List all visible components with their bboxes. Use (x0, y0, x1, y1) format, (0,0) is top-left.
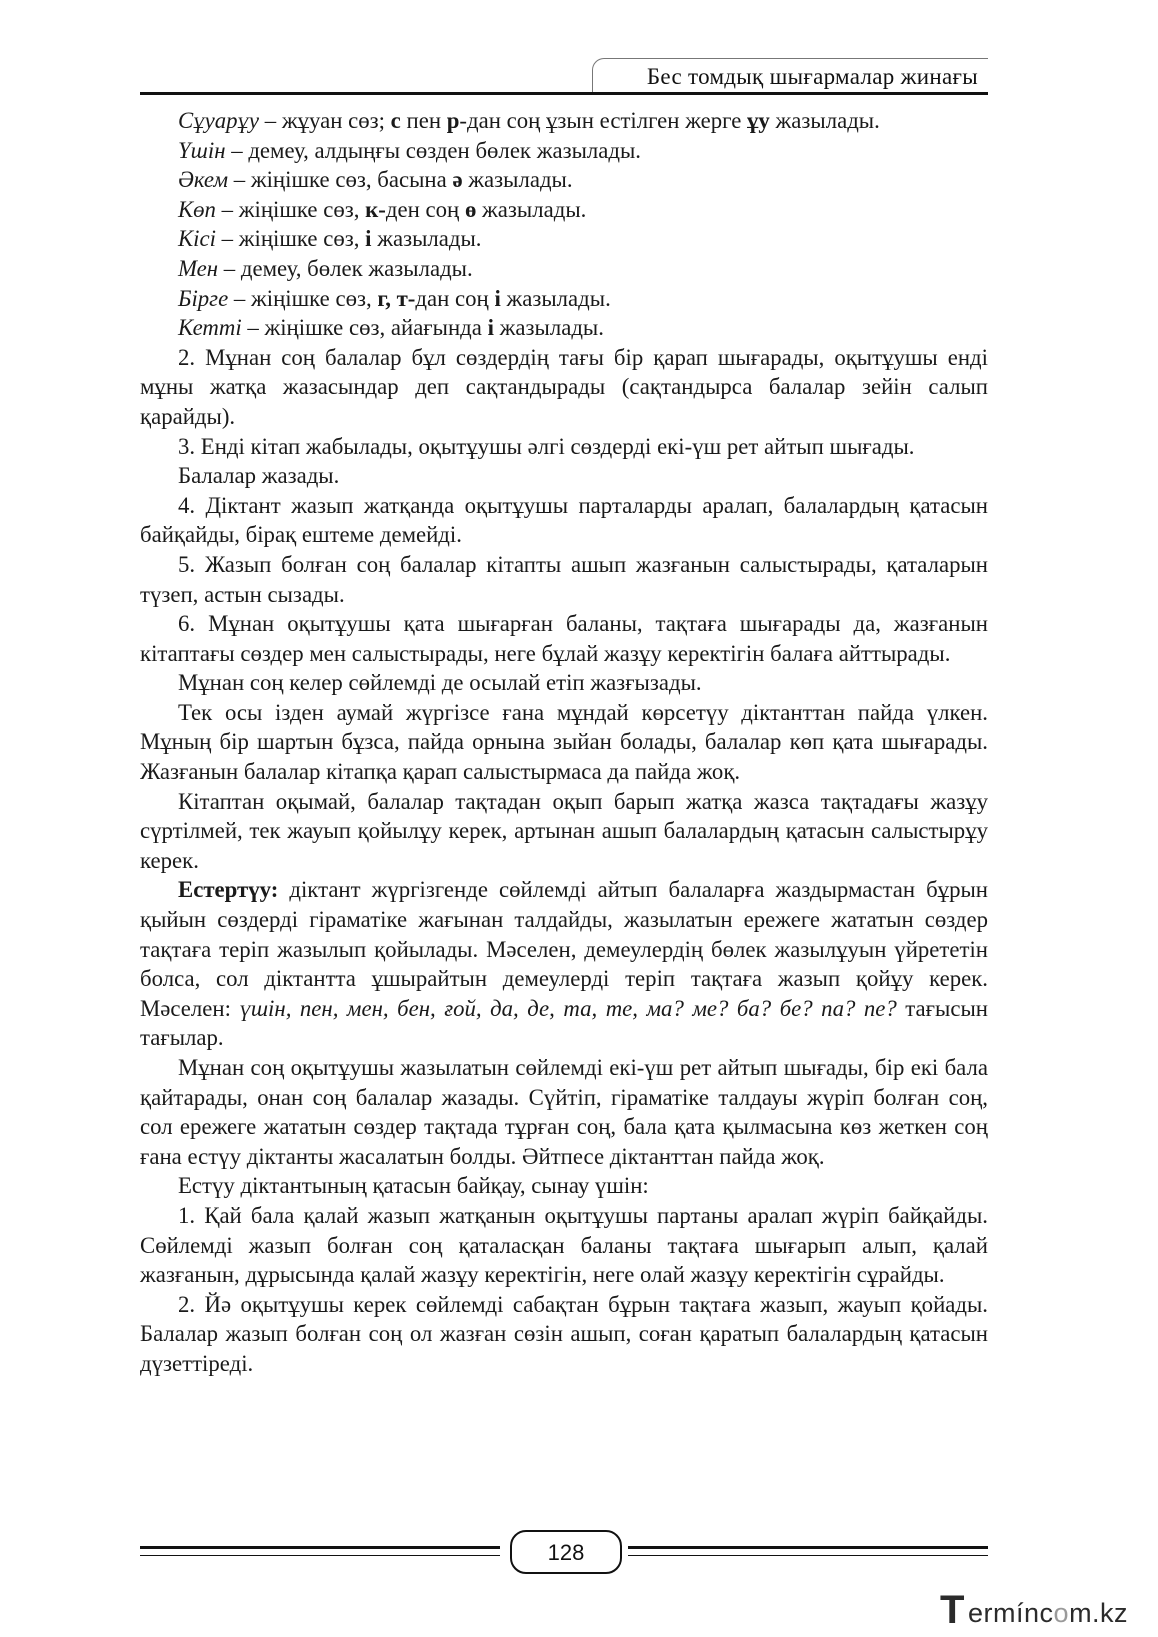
paragraph: 1. Қай бала қалай жазып жатқанын оқытұушы партаны аралап жүріп байқайды. Сөйлемді жазып болған соң қаталасқан баланы тақтаға шығарып алып, қалай жазғанын, дұрысында қалай жазұу керектігін, неге олай жазұу керектігін сұрайды. (140, 1202, 988, 1288)
page-body (140, 106, 988, 1379)
word-entry-4: Көп – жіңішке сөз, к-ден соң ө жазылады. (178, 196, 587, 222)
paragraph: Мұнан соң оқытұушы жазылатын сөйлемді екі-үш рет айтып шығады, бір екі бала қайтарады, онан соң балалар жазады. Сүйтіп, гіраматіке талдауы жүріп болған соң, сол ережеге жататын сөздер тақтада тұрған соң, бала қата қылмасына көз жеткен соң ғана естүу діктанты жасалатын болды. Әйтпесе діктанттан пайда жоқ. (140, 1055, 988, 1169)
word-entry-3: Әкем – жіңішке сөз, басына ә жазылады. (178, 167, 573, 193)
paragraph: 2. Мұнан соң балалар бұл сөздердің тағы бір қарап шығарады, оқытұушы енді мұны жатқа жазасындар деп сақтандырады (сақтандырса балалар зейін салып қарайды). (140, 344, 988, 429)
note-paragraph: Естертүу: діктант жүргізгенде сөйлемді айтып балаларға жаздырмастан бұрын қыйын сөздерді гіраматіке жағынан талдайды, жазылатын ережеге жататын сөздер тақтаға теріп жазылып қойылады. Мәселен, демеулердің бөлек жазылұуын үйрететін болса, сол діктантта ұшырайтын демеулерді теріп тақтаға жазып қойұу керек. Мәселен: үшін, пен, мен, бен, ғой, да, де, та, те, ма? ме? ба? бе? па? пе? тағысын тағылар. (140, 877, 988, 1051)
page-number: 128 (547, 1540, 585, 1565)
word-entry-1: Сұуарұу – жұуан сөз; с пен р-дан соң ұзын естілген жерге ұу жазылады. (178, 108, 880, 133)
paragraph: 3. Енді кітап жабылады, оқытұушы әлгі сөздерді екі-үш рет айтып шығады. (178, 433, 915, 459)
word-entry-2: Үшін – демеу, алдыңғы сөзден бөлек жазылады. (178, 137, 642, 163)
paragraph: Балалар жазады. (178, 463, 340, 489)
paragraph: Мұнан соң келер сөйлемді де осылай етіп жазғызады. (178, 670, 702, 696)
page-number-frame (510, 1530, 622, 1574)
paragraph: 6. Мұнан оқытұушы қата шығарған баланы, тақтаға шығарады да, жазғанын кітаптағы сөздер мен салыстырады, неге бұлай жазұу керектігін балаға айттырады. (140, 611, 988, 666)
word-entry-7: Бірге – жіңішке сөз, г, т-дан соң і жазылады. (178, 285, 611, 311)
paragraph: Кітаптан оқымай, балалар тақтадан оқып барып жатқа жазса тақтадағы жазұу сүртілмей, тек жауып қойылұу керек, артынан ашып балалардың қатасын салыстырұу керек. (140, 788, 988, 873)
watermark-text: ermíncom.kz (968, 1598, 1129, 1628)
paragraph: 5. Жазып болған соң балалар кітапты ашып жазғанын салыстырады, қаталарын түзеп, астын сызады. (140, 551, 988, 607)
header-rule (140, 92, 988, 95)
site-watermark (940, 1588, 1150, 1632)
book-title: Бес томдық шығармалар жинағы (646, 64, 978, 89)
word-entry-5: Кісі – жіңішке сөз, і жазылады. (178, 226, 482, 252)
particle-list: үшін, пен, мен, бен, ғой, да, де, та, те, ма? ме? ба? бе? па? пе? (239, 995, 897, 1021)
footer-rule-left (140, 1546, 500, 1556)
page-footer (140, 1520, 988, 1580)
running-header (140, 52, 988, 96)
paragraph: 4. Діктант жазып жатқанда оқытұушы парталарды аралап, балалардың қатасын байқайды, бірақ ештеме демейді. (140, 492, 988, 548)
note-label: Естертүу: (178, 877, 279, 903)
paragraph: Естүу діктантының қатасын байқау, сынау үшін: (178, 1173, 649, 1199)
paragraph: Тек осы ізден аумай жүргізсе ғана мұндай көрсетүу діктанттан пайда үлкен. Мұның бір шартын бұзса, пайда орнына зыйан болады, балалар көп қата шығарады. Жазғанын балалар кітапқа қарап салыстырмаса да пайда жоқ. (140, 699, 988, 785)
watermark-initial: T (940, 1588, 965, 1632)
word-entry-6: Мен – демеу, бөлек жазылады. (178, 255, 473, 281)
footer-rule-right (628, 1546, 988, 1556)
word-entry-8: Кетті – жіңішке сөз, айағында і жазылады. (178, 315, 604, 341)
paragraph: 2. Йә оқытұушы керек сөйлемді сабақтан бұрын тақтаға жазып, жауып қойады. Балалар жазып болған соң ол жазған сөзін ашып, соған қаратып балалардың қатасын дүзеттіреді. (140, 1291, 988, 1376)
